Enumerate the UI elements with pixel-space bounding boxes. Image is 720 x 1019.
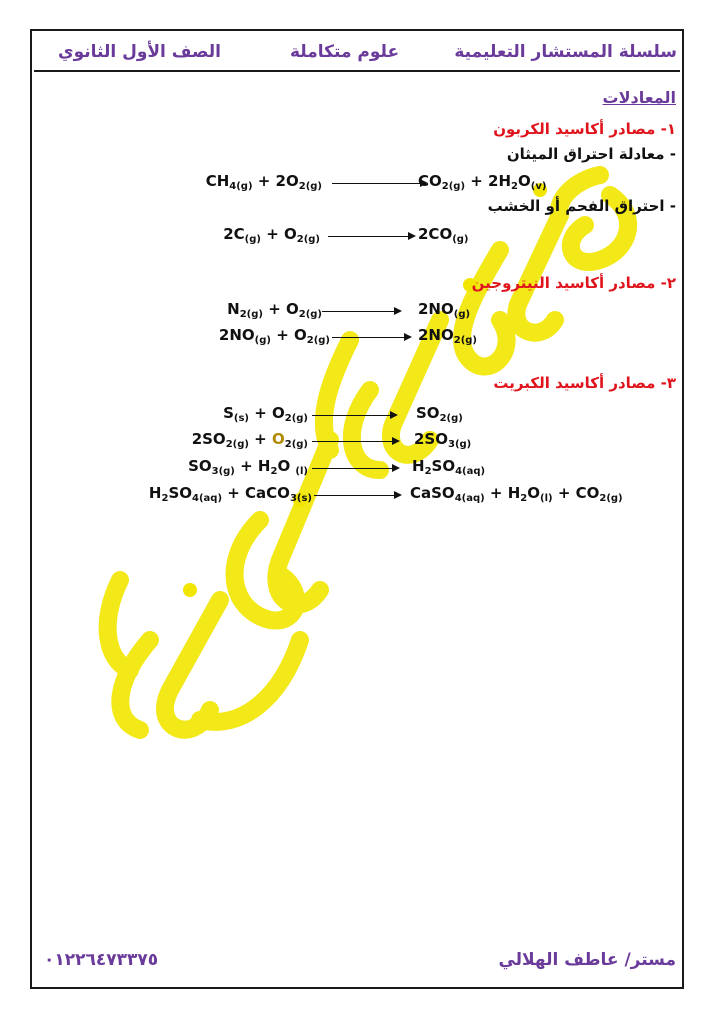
arrow-icon <box>312 415 396 416</box>
arrow-icon <box>332 183 426 184</box>
arrow-icon <box>312 468 398 469</box>
footer-author: مستر/ عاطف الهلالي <box>498 950 676 970</box>
header-grade: الصف الأول الثانوي <box>58 42 222 62</box>
nitrogen-heading: ٢- مصادر أكاسيد النيتروجين <box>471 274 676 292</box>
header-series-title: سلسلة المستشار التعليمية <box>454 42 677 62</box>
coal-wood-label: - احتراق الفحم أو الخشب <box>487 197 676 215</box>
header-divider <box>34 70 680 72</box>
carbon-heading: ١- مصادر أكاسيد الكربون <box>493 120 676 138</box>
header-subject: علوم متكاملة <box>290 42 400 62</box>
methane-label: - معادلة احتراق الميثان <box>506 145 676 163</box>
arrow-icon <box>312 441 398 442</box>
page-frame <box>30 29 684 989</box>
arrow-icon <box>322 311 400 312</box>
sulfur-heading: ٣- مصادر أكاسيد الكبريت <box>493 374 676 392</box>
page-title: المعادلات <box>602 88 676 107</box>
arrow-icon <box>314 495 400 496</box>
arrow-icon <box>332 337 410 338</box>
arrow-icon <box>328 236 414 237</box>
footer-phone: ٠١٢٢٦٤٧٣٣٧٥ <box>44 950 159 970</box>
